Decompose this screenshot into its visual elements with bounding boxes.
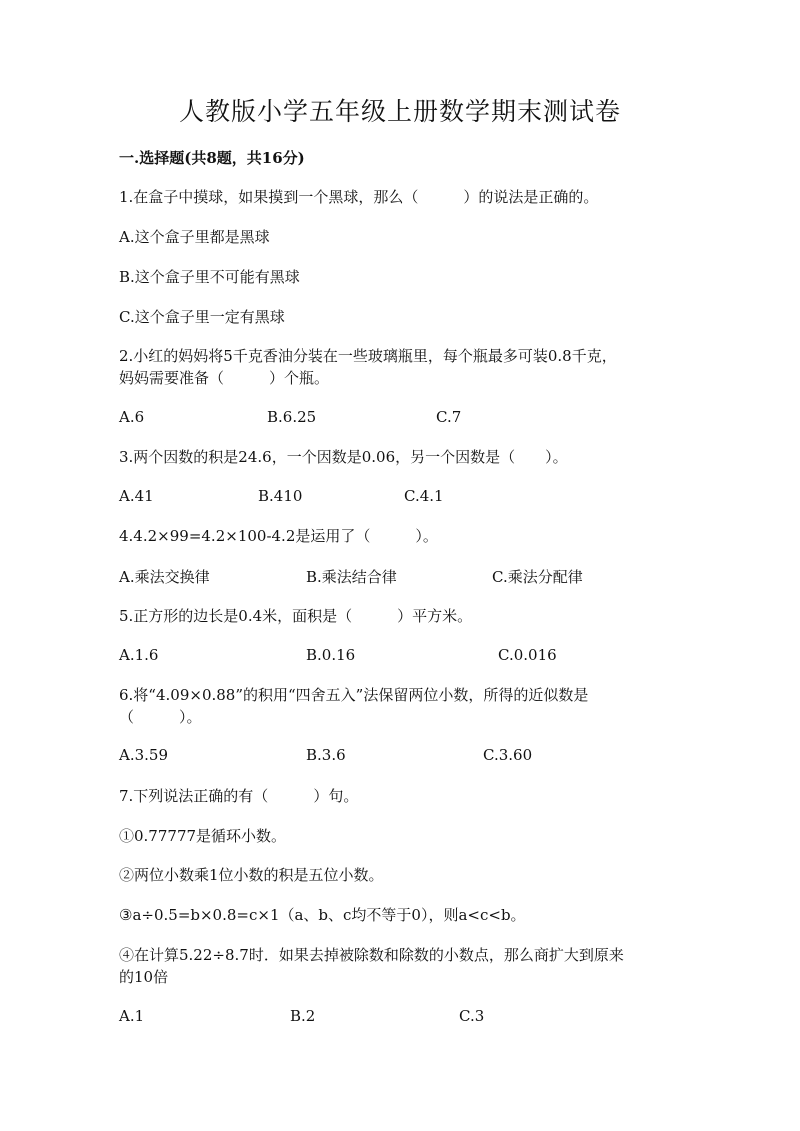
question-4-stem: 4.4.2×99=4.2×100-4.2是运用了（ ）。 [119,527,438,545]
question-2-option-c: C.7 [436,408,462,426]
section-heading: 一.选择题(共8题，共16分) [119,149,305,167]
question-2-stem-line2: 妈妈需要准备（ ）个瓶。 [119,369,330,387]
question-7-statement-3: ③a÷0.5=b×0.8=c×1（a、b、c均不等于0），则a<c<b。 [119,906,526,924]
question-2-stem-line1: 2.小红的妈妈将5千克香油分装在一些玻璃瓶里，每个瓶最多可装0.8千克， [119,347,617,365]
page-title: 人教版小学五年级上册数学期末测试卷 [178,97,621,126]
question-5-option-b: B.0.16 [306,646,356,664]
question-7-statement-4-line1: ④在计算5.22÷8.7时．如果去掉被除数和除数的小数点，那么商扩大到原来 [119,946,624,964]
question-3-option-b: B.410 [258,487,303,505]
question-7-statement-4-line2: 的10倍 [119,968,169,986]
question-3-stem: 3.两个因数的积是24.6，一个因数是0.06，另一个因数是（ ）。 [119,448,568,466]
question-6-option-c: C.3.60 [483,746,533,764]
question-1-option-b: B.这个盒子里不可能有黑球 [119,268,300,286]
question-7-option-a: A.1 [119,1007,145,1025]
question-2-option-a: A.6 [119,408,145,426]
question-7-option-c: C.3 [459,1007,485,1025]
question-7-statement-2: ②两位小数乘1位小数的积是五位小数。 [119,866,384,884]
question-6-option-b: B.3.6 [306,746,346,764]
question-6-stem-line1: 6.将“4.09×0.88”的积用“四舍五入”法保留两位小数，所得的近似数是 [119,686,589,704]
question-1-option-c: C.这个盒子里一定有黑球 [119,308,285,326]
question-4-option-c: C.乘法分配律 [492,568,583,586]
question-5-option-c: C.0.016 [498,646,557,664]
question-7-stem: 7.下列说法正确的有（ ）句。 [119,787,359,805]
question-6-option-a: A.3.59 [119,746,168,764]
question-7-option-b: B.2 [290,1007,316,1025]
question-7-statement-1: ①0.77777是循环小数。 [119,827,287,845]
question-5-option-a: A.1.6 [119,646,159,664]
question-3-option-c: C.4.1 [404,487,444,505]
question-2-option-b: B.6.25 [267,408,317,426]
question-5-stem: 5.正方形的边长是0.4米，面积是（ ）平方米。 [119,607,473,625]
question-1-stem: 1.在盒子中摸球，如果摸到一个黑球，那么（ ）的说法是正确的。 [119,188,599,206]
question-4-option-a: A.乘法交换律 [119,568,210,586]
question-1-option-a: A.这个盒子里都是黑球 [119,228,270,246]
question-6-stem-line2: （ ）。 [119,708,202,726]
question-4-option-b: B.乘法结合律 [306,568,397,586]
question-3-option-a: A.41 [119,487,154,505]
